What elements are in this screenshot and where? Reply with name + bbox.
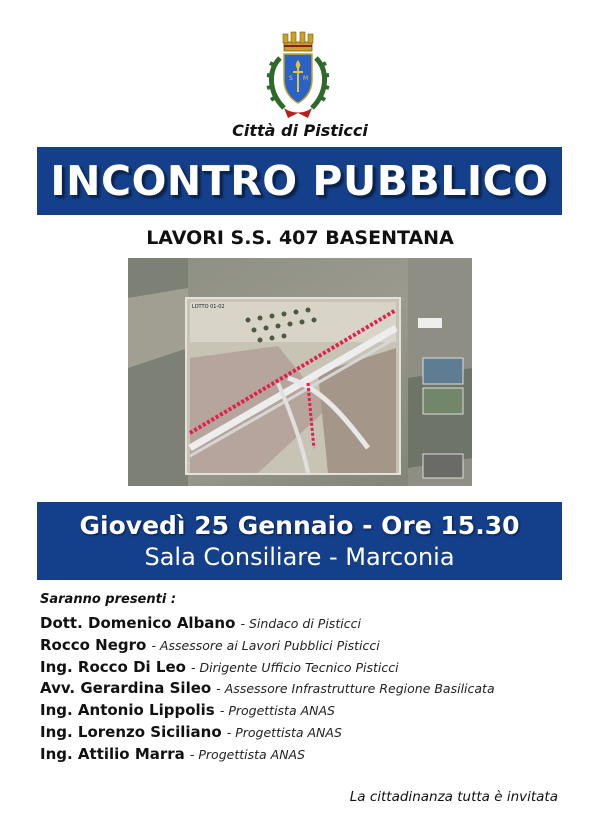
list-item: Dott. Domenico Albano - Sindaco di Pisticci <box>40 614 361 632</box>
event-date-time: Giovedì 25 Gennaio - Ore 15.30 <box>79 511 520 540</box>
aerial-map-image <box>128 258 472 486</box>
attendee-name: Ing. Rocco Di Leo <box>40 657 186 676</box>
attendees-list <box>40 613 495 766</box>
aerial-map-photo <box>128 258 472 486</box>
list-item: Ing. Lorenzo Siciliano - Progettista ANAS <box>40 722 342 741</box>
crest-initial-s: S <box>289 75 293 82</box>
attendee-name: Ing. Antonio Lippolis <box>40 701 215 720</box>
list-item: Rocco Negro - Assessore ai Lavori Pubblici Pisticci <box>40 635 380 654</box>
list-item: Avv. Gerardina Sileo - Assessore Infrastrutture Regione Basilicata <box>40 679 495 698</box>
attendee-role: Progettista ANAS <box>235 724 342 740</box>
page-title: INCONTRO PUBBLICO <box>50 157 549 205</box>
attendee-role: Assessore ai Lavori Pubblici Pisticci <box>159 637 380 653</box>
map-lot-label: LOTTO 01-02 <box>192 304 225 310</box>
attendee-role: Dirigente Ufficio Tecnico Pisticci <box>199 659 399 675</box>
attendee-name: Ing. Attilio Marra <box>40 744 185 763</box>
attendee-role: Progettista ANAS <box>228 703 335 719</box>
attendee-name: Dott. Domenico Albano <box>40 614 236 632</box>
attendee-role: Sindaco di Pisticci <box>249 616 361 631</box>
title-banner <box>37 147 562 215</box>
event-banner <box>37 502 562 580</box>
attendee-role: Progettista ANAS <box>198 746 306 762</box>
attendee-name: Avv. Gerardina Sileo <box>40 679 212 698</box>
list-item: Ing. Rocco Di Leo - Dirigente Ufficio Tecnico Pisticci <box>40 657 399 676</box>
list-item: Ing. Attilio Marra - Progettista ANAS <box>40 744 306 763</box>
closing-invitation: La cittadinanza tutta è invitata <box>349 789 558 805</box>
subtitle: LAVORI S.S. 407 BASENTANA <box>146 227 454 249</box>
attendees-intro: Saranno presenti : <box>40 592 177 607</box>
city-name: Città di Pisticci <box>232 121 368 140</box>
city-crest-logo <box>262 28 334 122</box>
attendee-name: Ing. Lorenzo Siciliano <box>40 722 222 741</box>
list-item: Ing. Antonio Lippolis - Progettista ANAS <box>40 701 335 720</box>
crest-initial-m: M <box>303 75 309 82</box>
attendee-name: Rocco Negro <box>40 635 147 654</box>
attendee-role: Assessore Infrastrutture Regione Basilicata <box>224 681 495 697</box>
event-venue: Sala Consiliare - Marconia <box>144 543 455 571</box>
